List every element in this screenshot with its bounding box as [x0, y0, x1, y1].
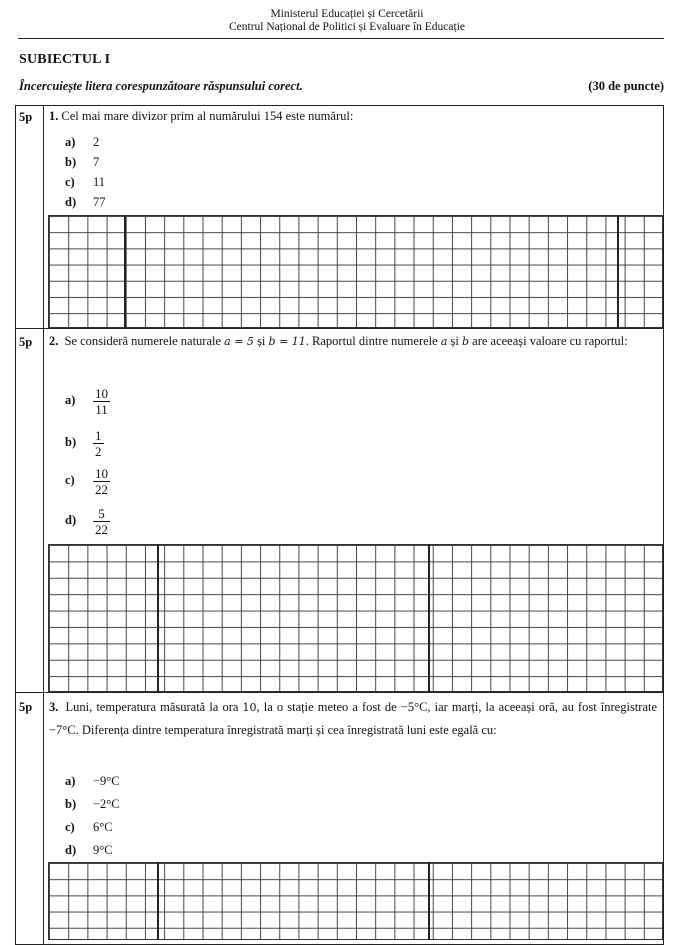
q2-points: 5p	[19, 335, 33, 349]
total-points: (30 de puncte)	[588, 79, 664, 93]
grid-divider	[617, 215, 619, 328]
grid-divider	[428, 544, 430, 692]
instruction: Încercuiește litera corespunzătoare răspunsului corect.	[19, 79, 303, 93]
q3-option-c[interactable]: c) 6°C	[65, 820, 113, 834]
section-title: SUBIECTUL I	[19, 52, 111, 67]
grid-divider	[157, 862, 159, 940]
q2-work-grid[interactable]	[48, 544, 663, 692]
q1-points: 5p	[19, 110, 33, 124]
q3-number: 3.	[49, 700, 59, 714]
q2-option-c[interactable]: c) $\frac{10}{22}$	[65, 465, 108, 497]
q3-option-d[interactable]: d) 9°C	[65, 843, 113, 857]
q2-option-b[interactable]: b) $\frac{1}{2}$	[65, 427, 102, 459]
header-rule	[18, 38, 664, 39]
grid-divider	[157, 544, 159, 692]
q1-statement: Cel mai mare divizor prim al numărului 154 este numărul:	[61, 109, 354, 123]
q2-number: 2.	[49, 334, 59, 348]
q1-option-a[interactable]: a) 2	[65, 135, 100, 149]
ministry-name: Ministerul Educației și Cercetării	[270, 8, 424, 20]
var-a-value: a = 5	[224, 335, 254, 348]
q1-text	[49, 106, 657, 127]
q3-option-b[interactable]: b) −2°C	[65, 797, 120, 811]
q1-option-c[interactable]: c) 11	[65, 175, 106, 189]
q1-work-grid[interactable]	[48, 215, 663, 328]
points-column	[15, 105, 44, 945]
q2-option-d[interactable]: d) $\frac{5}{22}$	[65, 505, 108, 537]
center-name: Centrul Național de Politici și Evaluare în Educație	[228, 21, 465, 33]
var-b-value: b = 11	[268, 335, 306, 348]
q2-text: 2. Se consideră numerele naturale a = 5 și b = 11. Raportul dintre numerele a și b are aceeași valoare cu raportul:	[49, 334, 628, 348]
grid-divider	[124, 215, 126, 328]
grid-divider	[428, 862, 430, 940]
q1-option-b[interactable]: b) 7	[65, 155, 100, 169]
row-separator	[15, 692, 664, 693]
q3-option-a[interactable]: a) −9°C	[65, 774, 120, 788]
row-separator	[15, 328, 664, 329]
q1-number: 1.	[49, 109, 59, 123]
q3-points: 5p	[19, 700, 33, 714]
q2-option-a[interactable]: a) $\frac{10}{11}$	[65, 385, 108, 417]
q1-option-d[interactable]: d) 77	[65, 195, 106, 209]
q3-work-grid[interactable]	[48, 862, 663, 940]
q3-text: 3. Luni, temperatura măsurată la ora 10, la o stație meteo a fost de −5°C, iar marți, la aceeași oră, au fost înregistrate −7°C. Diferența dintre temperatura înregistrată marți și cea înregistrată luni este egală cu:	[49, 700, 658, 737]
